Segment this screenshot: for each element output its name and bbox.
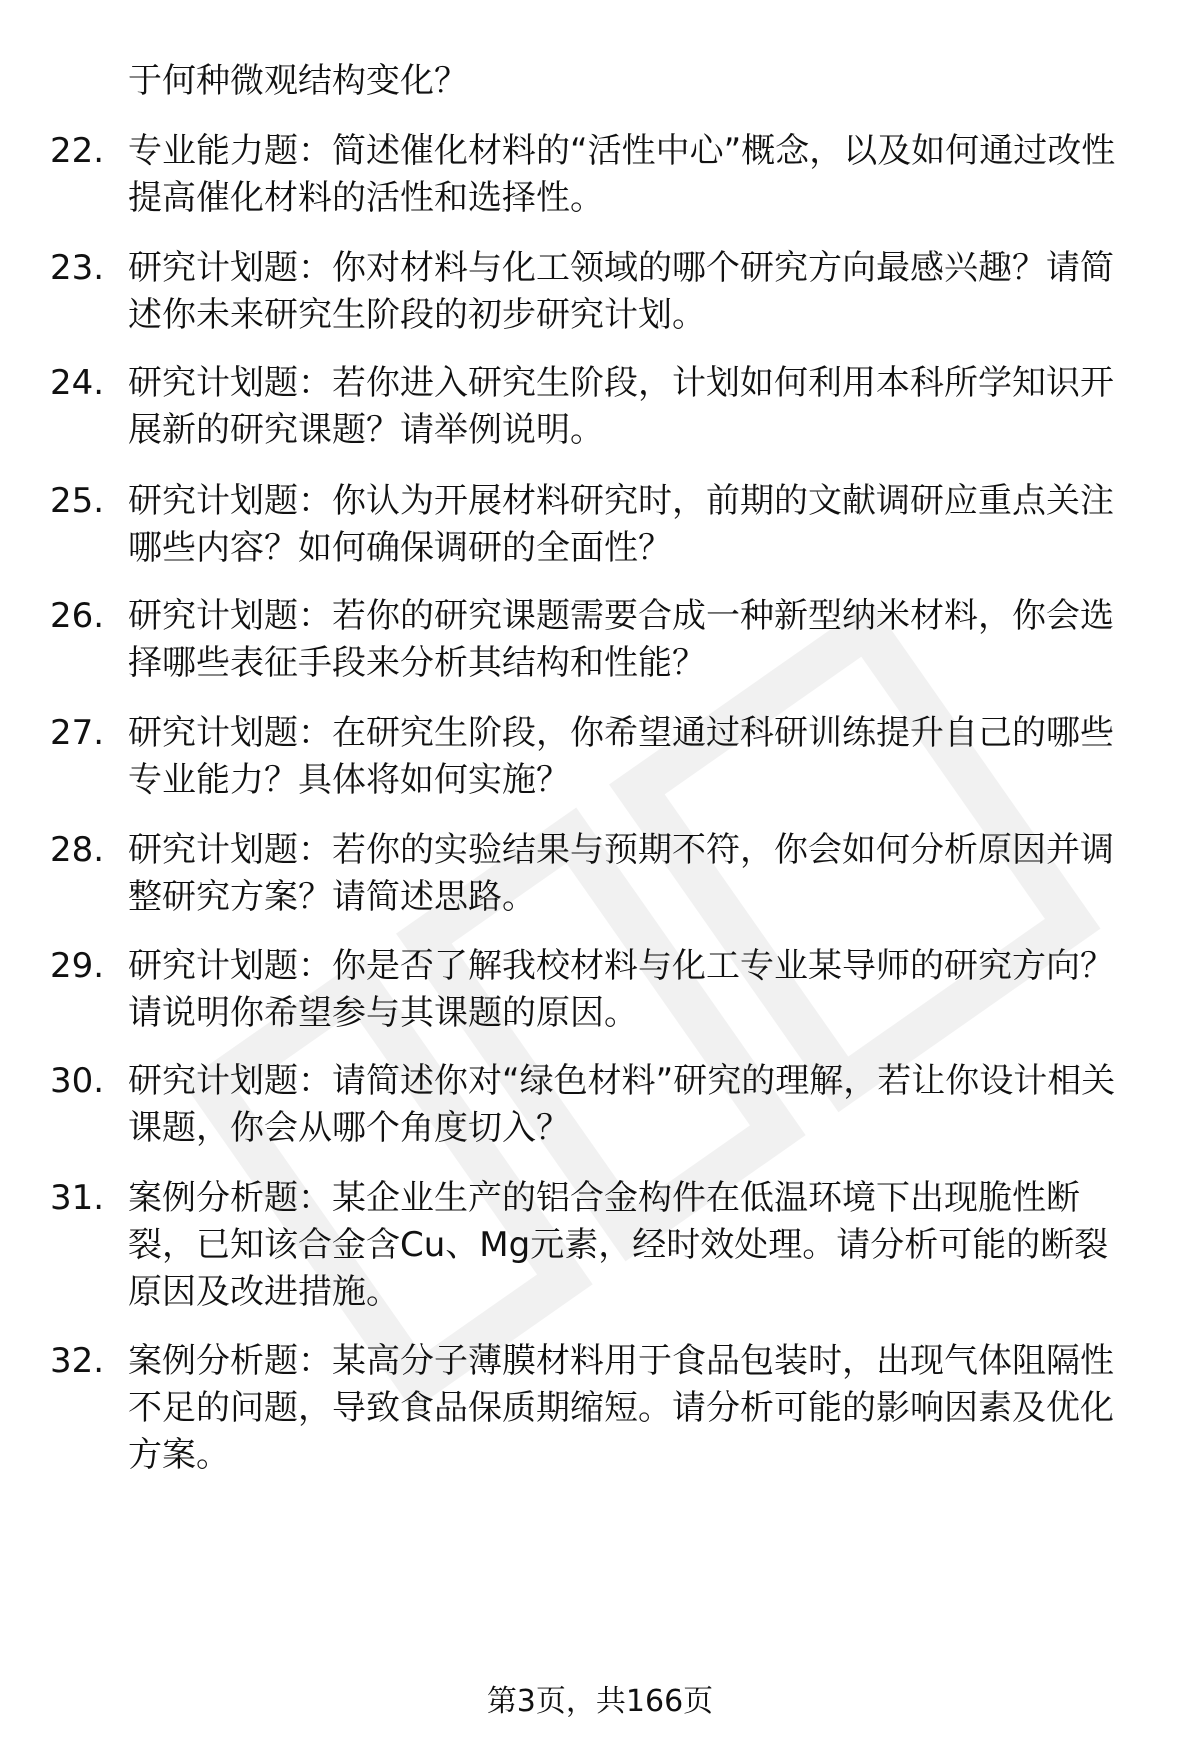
question-text: 研究计划题：若你的实验结果与预期不符，你会如何分析原因并调整研究方案？请简述思路。 <box>128 830 1114 917</box>
question-text: 研究计划题：若你的研究课题需要合成一种新型纳米材料，你会选择哪些表征手段来分析其结构和性能？ <box>128 596 1114 683</box>
question-text: 研究计划题：你是否了解我校材料与化工专业某导师的研究方向？请说明你希望参与其课题的原因。 <box>128 946 1114 1033</box>
question-number: 26. <box>50 596 105 636</box>
question-number: 25. <box>50 481 105 521</box>
question-number: 30. <box>50 1061 105 1101</box>
question-number: 28. <box>50 830 105 870</box>
question-number: 22. <box>50 131 105 171</box>
page-footer: 第3页，共166页 <box>486 1684 714 1719</box>
question-text: 案例分析题：某企业生产的铝合金构件在低温环境下出现脆性断裂，已知该合金含Cu、Mg元素，经时效处理。请分析可能的断裂原因及改进措施。 <box>128 1178 1109 1312</box>
question-text: 案例分析题：某高分子薄膜材料用于食品包装时，出现气体阻隔性不足的问题，导致食品保质期缩短。请分析可能的影响因素及优化方案。 <box>128 1341 1114 1475</box>
question-text: 研究计划题：你认为开展材料研究时，前期的文献调研应重点关注哪些内容？如何确保调研的全面性？ <box>128 481 1114 568</box>
question-number: 32. <box>50 1341 105 1381</box>
question-text: 专业能力题：简述催化材料的“活性中心”概念，以及如何通过改性提高催化材料的活性和选择性。 <box>128 131 1116 218</box>
question-text: 研究计划题：若你进入研究生阶段，计划如何利用本科所学知识开展新的研究课题？请举例说明。 <box>128 363 1114 450</box>
question-text: 研究计划题：请简述你对“绿色材料”研究的理解，若让你设计相关课题，你会从哪个角度切入？ <box>128 1061 1116 1148</box>
continuation-text: 于何种微观结构变化？ <box>128 61 468 101</box>
question-number: 31. <box>50 1178 105 1218</box>
question-number: 29. <box>50 946 105 986</box>
question-text: 研究计划题：在研究生阶段，你希望通过科研训练提升自己的哪些专业能力？具体将如何实施？ <box>128 713 1114 800</box>
question-text: 研究计划题：你对材料与化工领域的哪个研究方向最感兴趣？请简述你未来研究生阶段的初步研究计划。 <box>128 248 1114 335</box>
question-number: 27. <box>50 713 105 753</box>
question-number: 24. <box>50 363 105 403</box>
question-number: 23. <box>50 248 105 288</box>
